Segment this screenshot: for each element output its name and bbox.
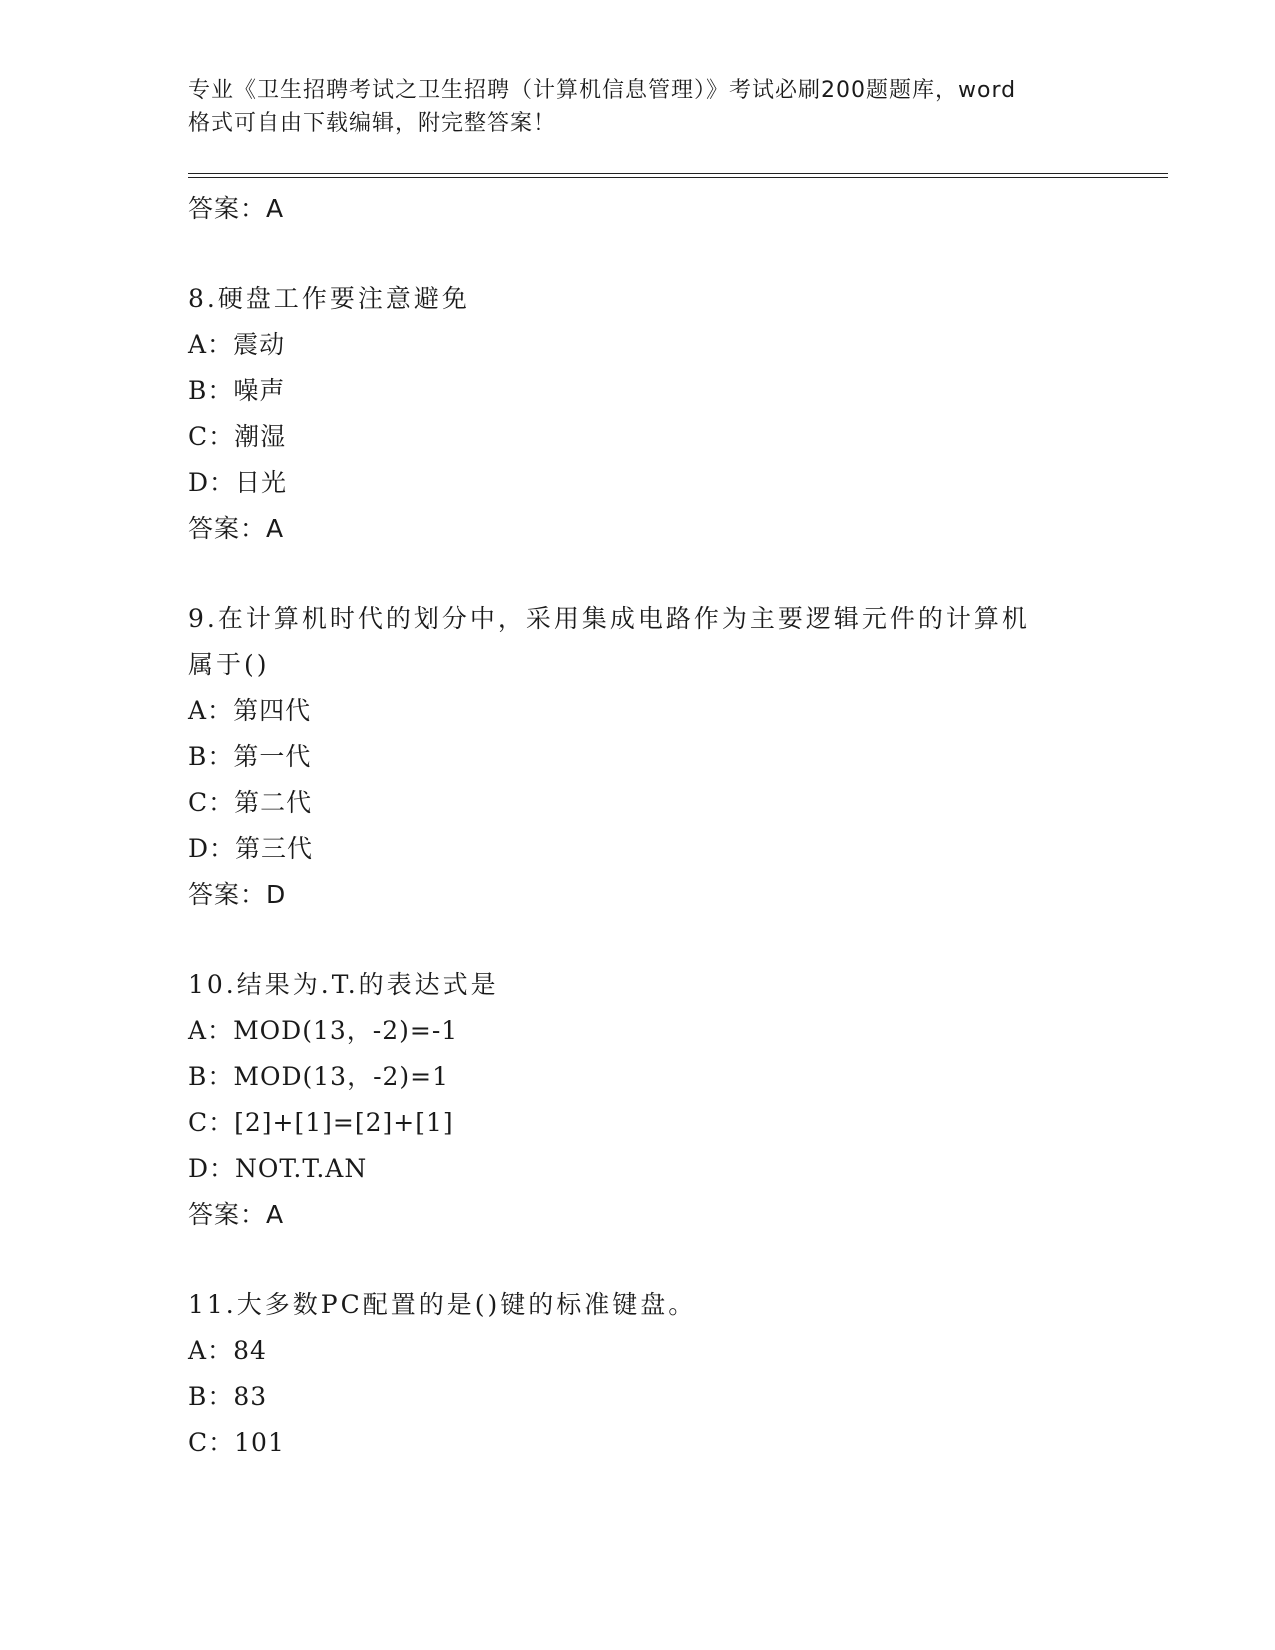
option-b [188, 368, 1168, 414]
option-text: 第一代 [233, 742, 312, 771]
option-text: 噪声 [233, 376, 286, 405]
question-8 [188, 276, 1168, 552]
option-label: A： [188, 330, 234, 359]
previous-question-answer: 答案：A [188, 194, 285, 223]
option-d [188, 460, 1168, 506]
option-b [188, 1054, 1168, 1100]
option-label: A： [188, 1336, 234, 1365]
option-c [188, 780, 1168, 826]
header-divider [188, 173, 1168, 178]
divider-line-top [188, 173, 1168, 174]
option-d [188, 826, 1168, 872]
option-a [188, 322, 1168, 368]
question-answer: 答案：D [188, 880, 287, 909]
document-page [188, 74, 1168, 1466]
question-stem: 8.硬盘工作要注意避免 [188, 284, 470, 313]
question-10 [188, 962, 1168, 1238]
option-text: 第四代 [233, 696, 312, 725]
option-label: D： [188, 1154, 236, 1183]
option-text: 101 [234, 1428, 285, 1457]
option-label: B： [188, 742, 234, 771]
option-label: C： [188, 1108, 235, 1137]
option-b [188, 1374, 1168, 1420]
option-c [188, 1100, 1168, 1146]
question-stem-continued: 属于() [188, 650, 270, 679]
option-b [188, 734, 1168, 780]
option-text: 潮湿 [234, 422, 287, 451]
question-answer: 答案：A [188, 514, 285, 543]
option-label: B： [188, 376, 234, 405]
option-text: 第二代 [234, 788, 313, 817]
question-9 [188, 596, 1168, 918]
document-header-line-2: 格式可自由下载编辑，附完整答案！ [188, 111, 557, 136]
option-text: MOD(13，-2)=1 [233, 1062, 450, 1091]
option-a [188, 1008, 1168, 1054]
option-text: MOD(13，-2)=-1 [233, 1016, 459, 1045]
option-d [188, 1146, 1168, 1192]
option-a [188, 688, 1168, 734]
option-label: A： [188, 1016, 234, 1045]
option-text: 日光 [235, 468, 288, 497]
option-text: [2]+[1]=[2]+[1] [234, 1108, 454, 1137]
question-stem: 9.在计算机时代的划分中，采用集成电路作为主要逻辑元件的计算机 [188, 604, 1030, 633]
option-text: 震动 [233, 330, 286, 359]
option-text: 第三代 [235, 834, 314, 863]
question-answer: 答案：A [188, 1200, 285, 1229]
option-label: D： [188, 834, 236, 863]
divider-line-bottom [188, 177, 1168, 178]
option-label: C： [188, 422, 235, 451]
question-stem: 10.结果为.T.的表达式是 [188, 970, 499, 999]
option-text: 84 [233, 1336, 267, 1365]
option-label: C： [188, 1428, 235, 1457]
option-c [188, 414, 1168, 460]
option-text: 83 [233, 1382, 268, 1411]
option-text: NOT.T.AN [235, 1154, 368, 1183]
option-label: C： [188, 788, 235, 817]
question-stem: 11.大多数PC配置的是()键的标准键盘。 [188, 1290, 697, 1319]
option-a [188, 1328, 1168, 1374]
document-header-line-1: 专业《卫生招聘考试之卫生招聘（计算机信息管理）》考试必刷200题题库，word [188, 78, 1017, 103]
option-label: D： [188, 468, 236, 497]
option-c [188, 1420, 1168, 1466]
question-11 [188, 1282, 1168, 1466]
option-label: A： [188, 696, 234, 725]
option-label: B： [188, 1382, 234, 1411]
option-label: B： [188, 1062, 234, 1091]
